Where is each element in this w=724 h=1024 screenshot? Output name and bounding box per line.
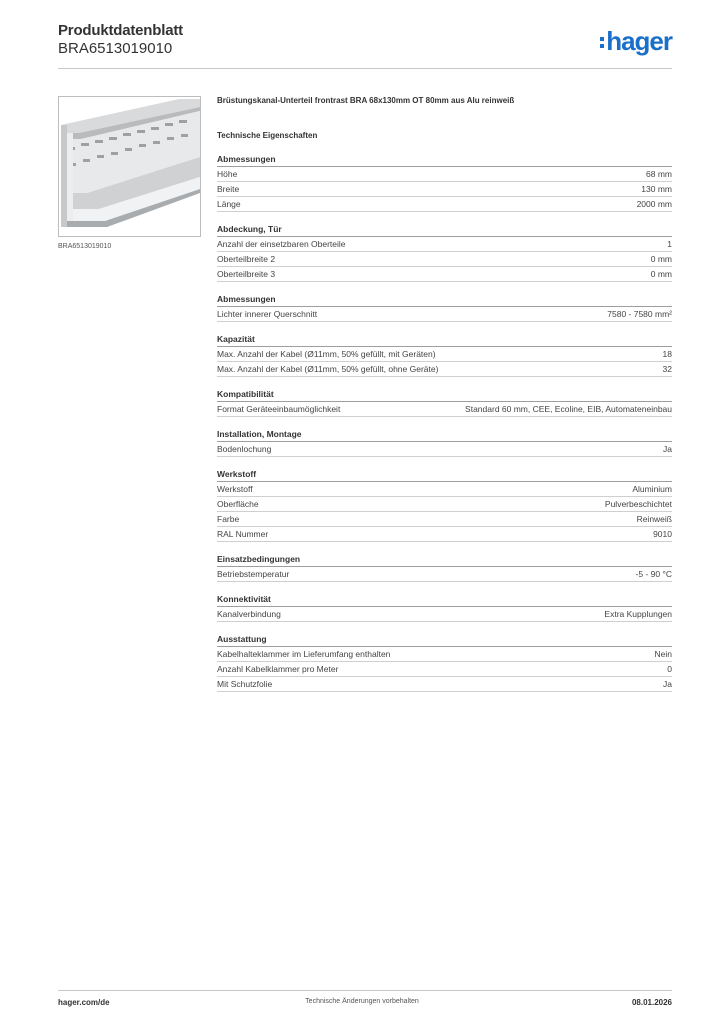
product-image — [58, 96, 201, 237]
spec-label: Bodenlochung — [217, 444, 272, 454]
logo-dots-icon — [600, 37, 604, 48]
spec-value: Aluminium — [632, 484, 672, 494]
spec-label: Anzahl Kabelklammer pro Meter — [217, 664, 339, 674]
spec-value: 130 mm — [641, 184, 672, 194]
page-title: Produktdatenblatt — [58, 22, 183, 39]
spec-section — [217, 224, 672, 282]
spec-row — [217, 527, 672, 542]
spec-section — [217, 594, 672, 622]
section-title: Abdeckung, Tür — [217, 224, 672, 237]
section-title: Ausstattung — [217, 634, 672, 647]
section-title: Kompatibilität — [217, 389, 672, 402]
spec-row — [217, 567, 672, 582]
spec-label: Max. Anzahl der Kabel (Ø11mm, 50% gefüllt, ohne Geräte) — [217, 364, 439, 374]
spec-content — [217, 96, 672, 704]
spec-row — [217, 647, 672, 662]
spec-value: Pulverbeschichtet — [604, 499, 672, 509]
spec-row — [217, 362, 672, 377]
spec-row — [217, 307, 672, 322]
image-caption: BRA6513019010 — [58, 243, 112, 250]
spec-row — [217, 197, 672, 212]
section-title: Installation, Montage — [217, 429, 672, 442]
spec-section — [217, 389, 672, 417]
product-description: Brüstungskanal-Unterteil frontrast BRA 68x130mm OT 80mm aus Alu reinweiß — [217, 96, 515, 105]
spec-row — [217, 402, 672, 417]
spec-section — [217, 154, 672, 212]
spec-label: Oberteilbreite 2 — [217, 254, 276, 264]
section-title: Abmessungen — [217, 294, 672, 307]
spec-label: Anzahl der einsetzbaren Oberteile — [217, 239, 346, 249]
spec-value: Extra Kupplungen — [604, 609, 672, 619]
spec-row — [217, 237, 672, 252]
cable-duct-image — [59, 97, 200, 236]
spec-label: Oberteilbreite 3 — [217, 269, 276, 279]
spec-label: RAL Nummer — [217, 529, 269, 539]
spec-value: 0 mm — [650, 254, 672, 264]
footer-date: 08.01.2026 — [631, 998, 672, 1007]
spec-value: -5 - 90 °C — [635, 569, 672, 579]
section-title: Kapazität — [217, 334, 672, 347]
spec-value: 68 mm — [646, 169, 672, 179]
spec-value: Reinweiß — [636, 514, 672, 524]
spec-value: Nein — [654, 649, 672, 659]
spec-value: 18 — [662, 349, 672, 359]
spec-value: Ja — [663, 679, 672, 689]
section-title: Konnektivität — [217, 594, 672, 607]
spec-row — [217, 662, 672, 677]
spec-label: Oberfläche — [217, 499, 259, 509]
spec-value: 9010 — [653, 529, 672, 539]
footer-notice: Technische Änderungen vorbehalten — [305, 998, 419, 1005]
logo-text: hager — [606, 26, 672, 56]
spec-label: Länge — [217, 199, 241, 209]
spec-row — [217, 497, 672, 512]
spec-label: Kanalverbindung — [217, 609, 281, 619]
spec-section — [217, 634, 672, 692]
spec-label: Mit Schutzfolie — [217, 679, 273, 689]
spec-value: 0 — [667, 664, 672, 674]
footer-divider — [58, 990, 672, 991]
spec-value: 2000 mm — [636, 199, 672, 209]
spec-row — [217, 442, 672, 457]
spec-label: Lichter innerer Querschnitt — [217, 309, 318, 319]
spec-row — [217, 182, 672, 197]
spec-value: 7580 - 7580 mm² — [607, 309, 672, 319]
footer-website: hager.com/de — [58, 998, 110, 1007]
spec-value: 0 mm — [650, 269, 672, 279]
spec-label: Format Geräteeinbaumöglichkeit — [217, 404, 341, 414]
spec-value: Ja — [663, 444, 672, 454]
spec-label: Max. Anzahl der Kabel (Ø11mm, 50% gefüllt, mit Geräten) — [217, 349, 436, 359]
spec-section — [217, 469, 672, 542]
spec-row — [217, 347, 672, 362]
spec-section — [217, 429, 672, 457]
spec-section — [217, 334, 672, 377]
spec-label: Werkstoff — [217, 484, 253, 494]
tech-properties-heading: Technische Eigenschaften — [217, 131, 318, 140]
spec-row — [217, 607, 672, 622]
spec-row — [217, 252, 672, 267]
spec-row — [217, 267, 672, 282]
spec-value: 32 — [662, 364, 672, 374]
section-title: Werkstoff — [217, 469, 672, 482]
spec-row — [217, 482, 672, 497]
spec-row — [217, 512, 672, 527]
spec-label: Kabelhalteklammer im Lieferumfang enthalten — [217, 649, 391, 659]
spec-label: Breite — [217, 184, 240, 194]
product-code: BRA6513019010 — [58, 40, 173, 57]
spec-row — [217, 677, 672, 692]
header-divider — [58, 68, 672, 69]
hager-logo — [600, 28, 672, 54]
spec-section — [217, 554, 672, 582]
spec-label: Farbe — [217, 514, 240, 524]
spec-sections — [217, 154, 672, 692]
spec-label: Höhe — [217, 169, 238, 179]
spec-value: 1 — [667, 239, 672, 249]
spec-value: Standard 60 mm, CEE, Ecoline, EIB, Automateneinbau — [465, 404, 672, 414]
section-title: Abmessungen — [217, 154, 672, 167]
section-title: Einsatzbedingungen — [217, 554, 672, 567]
spec-section — [217, 294, 672, 322]
spec-label: Betriebstemperatur — [217, 569, 290, 579]
spec-row — [217, 167, 672, 182]
